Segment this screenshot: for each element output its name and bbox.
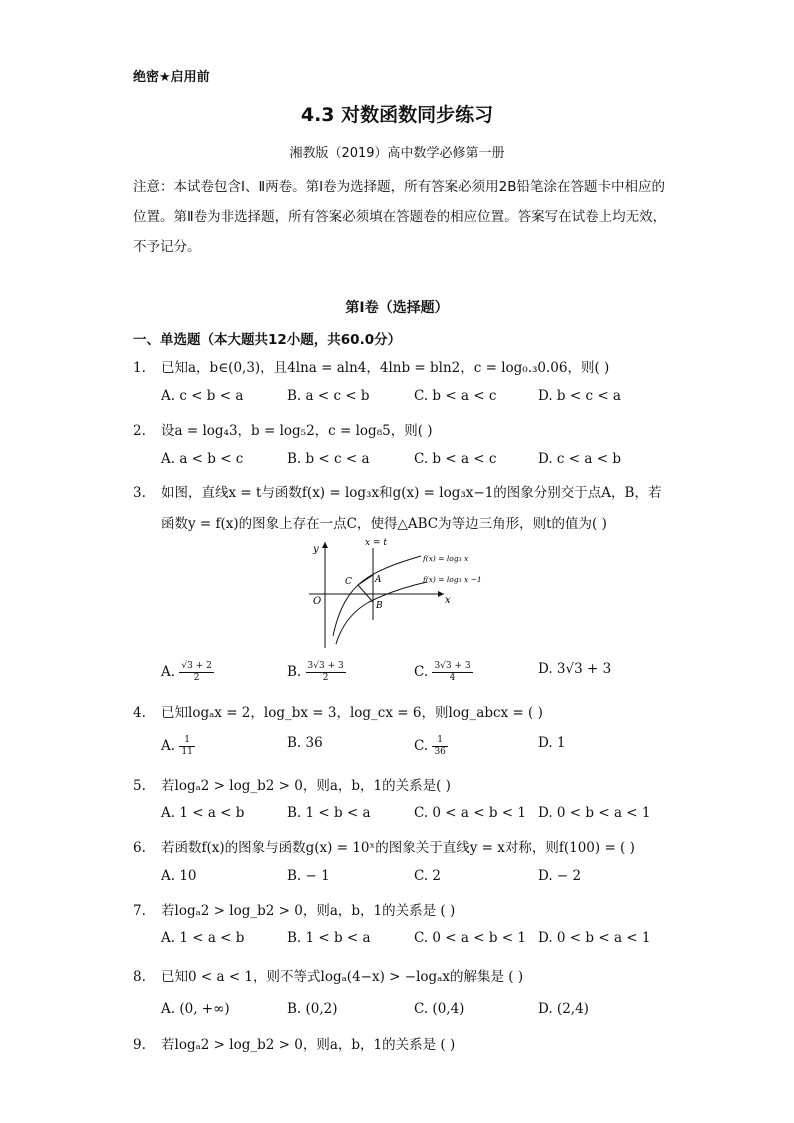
question-3 — [133, 478, 673, 540]
question-5-options — [161, 805, 681, 835]
x-axis-arrow — [438, 591, 444, 597]
label-x: x — [445, 595, 451, 606]
option-fraction: $\frac{1}{11}$ — [181, 735, 193, 757]
option-letter: A. — [161, 738, 176, 754]
log-function-figure — [309, 536, 499, 651]
question-number: 4. — [133, 705, 146, 721]
question-stem: 若logₐ2 > log_b2 > 0，则a，b，1的关系是( ) — [161, 778, 451, 794]
question-number: 3. — [133, 485, 146, 501]
question-3-options — [161, 661, 681, 691]
label-curve-g: f(x) = log₃ x −1 — [423, 575, 482, 584]
option-a[interactable]: A. 10 — [161, 868, 197, 884]
question-1-options — [161, 388, 681, 418]
option-a[interactable] — [161, 661, 214, 684]
option-b[interactable]: B. − 1 — [287, 868, 330, 884]
question-stem: 若logₐ2 > log_b2 > 0，则a，b，1的关系是 ( ) — [161, 1037, 456, 1053]
question-4-options — [161, 735, 681, 765]
question-number: 9. — [133, 1037, 146, 1053]
option-b[interactable] — [287, 661, 346, 684]
option-b[interactable]: B. 1 < b < a — [287, 805, 371, 821]
curve-f — [333, 556, 421, 636]
part-title: 第Ⅰ卷（选择题） — [345, 300, 449, 316]
question-stem: 已知0 < a < 1，则不等式logₐ(4−x) > −logₐx的解集是 ( ) — [161, 969, 524, 985]
question-number: 2. — [133, 423, 146, 439]
label-a: A — [375, 575, 382, 585]
question-stem: 已知logₐx = 2，log_bx = 3，log_cx = 6，则log_abcx = ( ) — [161, 705, 543, 721]
question-8-options — [161, 1001, 681, 1031]
option-letter: C. — [414, 664, 429, 680]
page-subtitle: 湘教版（2019）高中数学必修第一册 — [289, 146, 505, 161]
option-a[interactable]: A. (0, +∞) — [161, 1001, 230, 1017]
option-c[interactable]: C. (0,4) — [414, 1001, 465, 1017]
option-b[interactable]: B. 36 — [287, 735, 323, 751]
question-stem: 若函数f(x)的图象与函数g(x) = 10ˣ的图象关于直线y = x对称，则f(100) = ( ) — [161, 840, 635, 856]
option-c[interactable]: C. 0 < a < b < 1 — [414, 930, 526, 946]
option-c[interactable]: C. b < a < c — [414, 388, 497, 404]
option-d[interactable]: D. − 2 — [538, 868, 582, 884]
y-axis-arrow — [322, 542, 328, 548]
question-stem: 如图，直线x = t与函数f(x) = log₃x和g(x) = log₃x−1的图象分别交于点A，B，若 — [161, 485, 662, 501]
question-stem: 已知a，b∈(0,3)，且4lna = aln4，4lnb = bln2，c = log₀.₃0.06，则( ) — [161, 360, 610, 376]
option-letter: B. — [287, 664, 302, 680]
label-line: x = t — [365, 538, 387, 548]
option-c[interactable] — [414, 661, 473, 684]
option-a[interactable]: A. 1 < a < b — [161, 930, 245, 946]
question-7-options — [161, 930, 681, 960]
label-curve-f: f(x) = log₃ x — [423, 554, 469, 563]
question-number: 1. — [133, 360, 146, 376]
question-number: 8. — [133, 969, 146, 985]
option-fraction: $\frac{3√3 + 3}{2}$ — [307, 661, 344, 683]
option-d[interactable]: D. 0 < b < a < 1 — [538, 930, 651, 946]
exam-notice: 注意：本试卷包含Ⅰ、Ⅱ两卷。第Ⅰ卷为选择题，所有答案必须用2B铅笔涂在答题卡中相应的位置。第Ⅱ卷为非选择题，所有答案必须填在答题卷的相应位置。答案写在试卷上均无效，不予记分。 — [133, 179, 667, 255]
page-title: 4.3 对数函数同步练习 — [300, 104, 494, 126]
question-stem: 若logₐ2 > log_b2 > 0，则a，b，1的关系是 ( ) — [161, 903, 456, 919]
question-6-options — [161, 868, 681, 898]
question-number: 5. — [133, 778, 146, 794]
curve-g — [336, 582, 427, 644]
option-a[interactable] — [161, 735, 195, 758]
option-b[interactable]: B. 1 < b < a — [287, 930, 371, 946]
section-title: 一、单选题（本大题共12小题，共60.0分） — [133, 332, 402, 348]
option-c[interactable] — [414, 735, 448, 758]
option-letter: C. — [414, 738, 429, 754]
option-d[interactable]: D. (2,4) — [538, 1001, 589, 1017]
label-y: y — [313, 544, 319, 555]
label-b: B — [376, 601, 383, 611]
label-origin: O — [313, 596, 322, 607]
option-b[interactable]: B. (0,2) — [287, 1001, 338, 1017]
triangle-side-ca — [358, 575, 373, 585]
option-d[interactable]: D. 0 < b < a < 1 — [538, 805, 651, 821]
option-b[interactable]: B. a < c < b — [287, 388, 370, 404]
secret-mark: 绝密★启用前 — [133, 70, 210, 85]
option-fraction: $\frac{3√3 + 3}{4}$ — [434, 661, 471, 683]
option-c[interactable]: C. b < a < c — [414, 451, 497, 467]
question-2-options — [161, 451, 681, 481]
option-b[interactable]: B. b < c < a — [287, 451, 370, 467]
option-d[interactable]: D. 1 — [538, 735, 566, 751]
question-number: 6. — [133, 840, 146, 856]
label-c: C — [345, 577, 352, 587]
option-c[interactable]: C. 0 < a < b < 1 — [414, 805, 526, 821]
option-d[interactable]: D. b < c < a — [538, 388, 621, 404]
question-stem-line-2: 函数y = f(x)的图象上存在一点C，使得△ABC为等边三角形，则t的值为( ) — [161, 516, 607, 532]
option-c[interactable]: C. 2 — [414, 868, 442, 884]
question-stem: 设a = log₄3，b = log₅2，c = log₈5，则( ) — [161, 423, 433, 439]
option-d[interactable]: D. 3√3 + 3 — [538, 661, 612, 677]
option-a[interactable]: A. a < b < c — [161, 451, 244, 467]
option-a[interactable]: A. c < b < a — [161, 388, 244, 404]
option-fraction: $\frac{1}{36}$ — [434, 735, 446, 757]
option-fraction: $\frac{√3 + 2}{2}$ — [181, 661, 212, 683]
option-letter: A. — [161, 664, 176, 680]
option-a[interactable]: A. 1 < a < b — [161, 805, 245, 821]
option-d[interactable]: D. c < a < b — [538, 451, 621, 467]
question-number: 7. — [133, 903, 146, 919]
